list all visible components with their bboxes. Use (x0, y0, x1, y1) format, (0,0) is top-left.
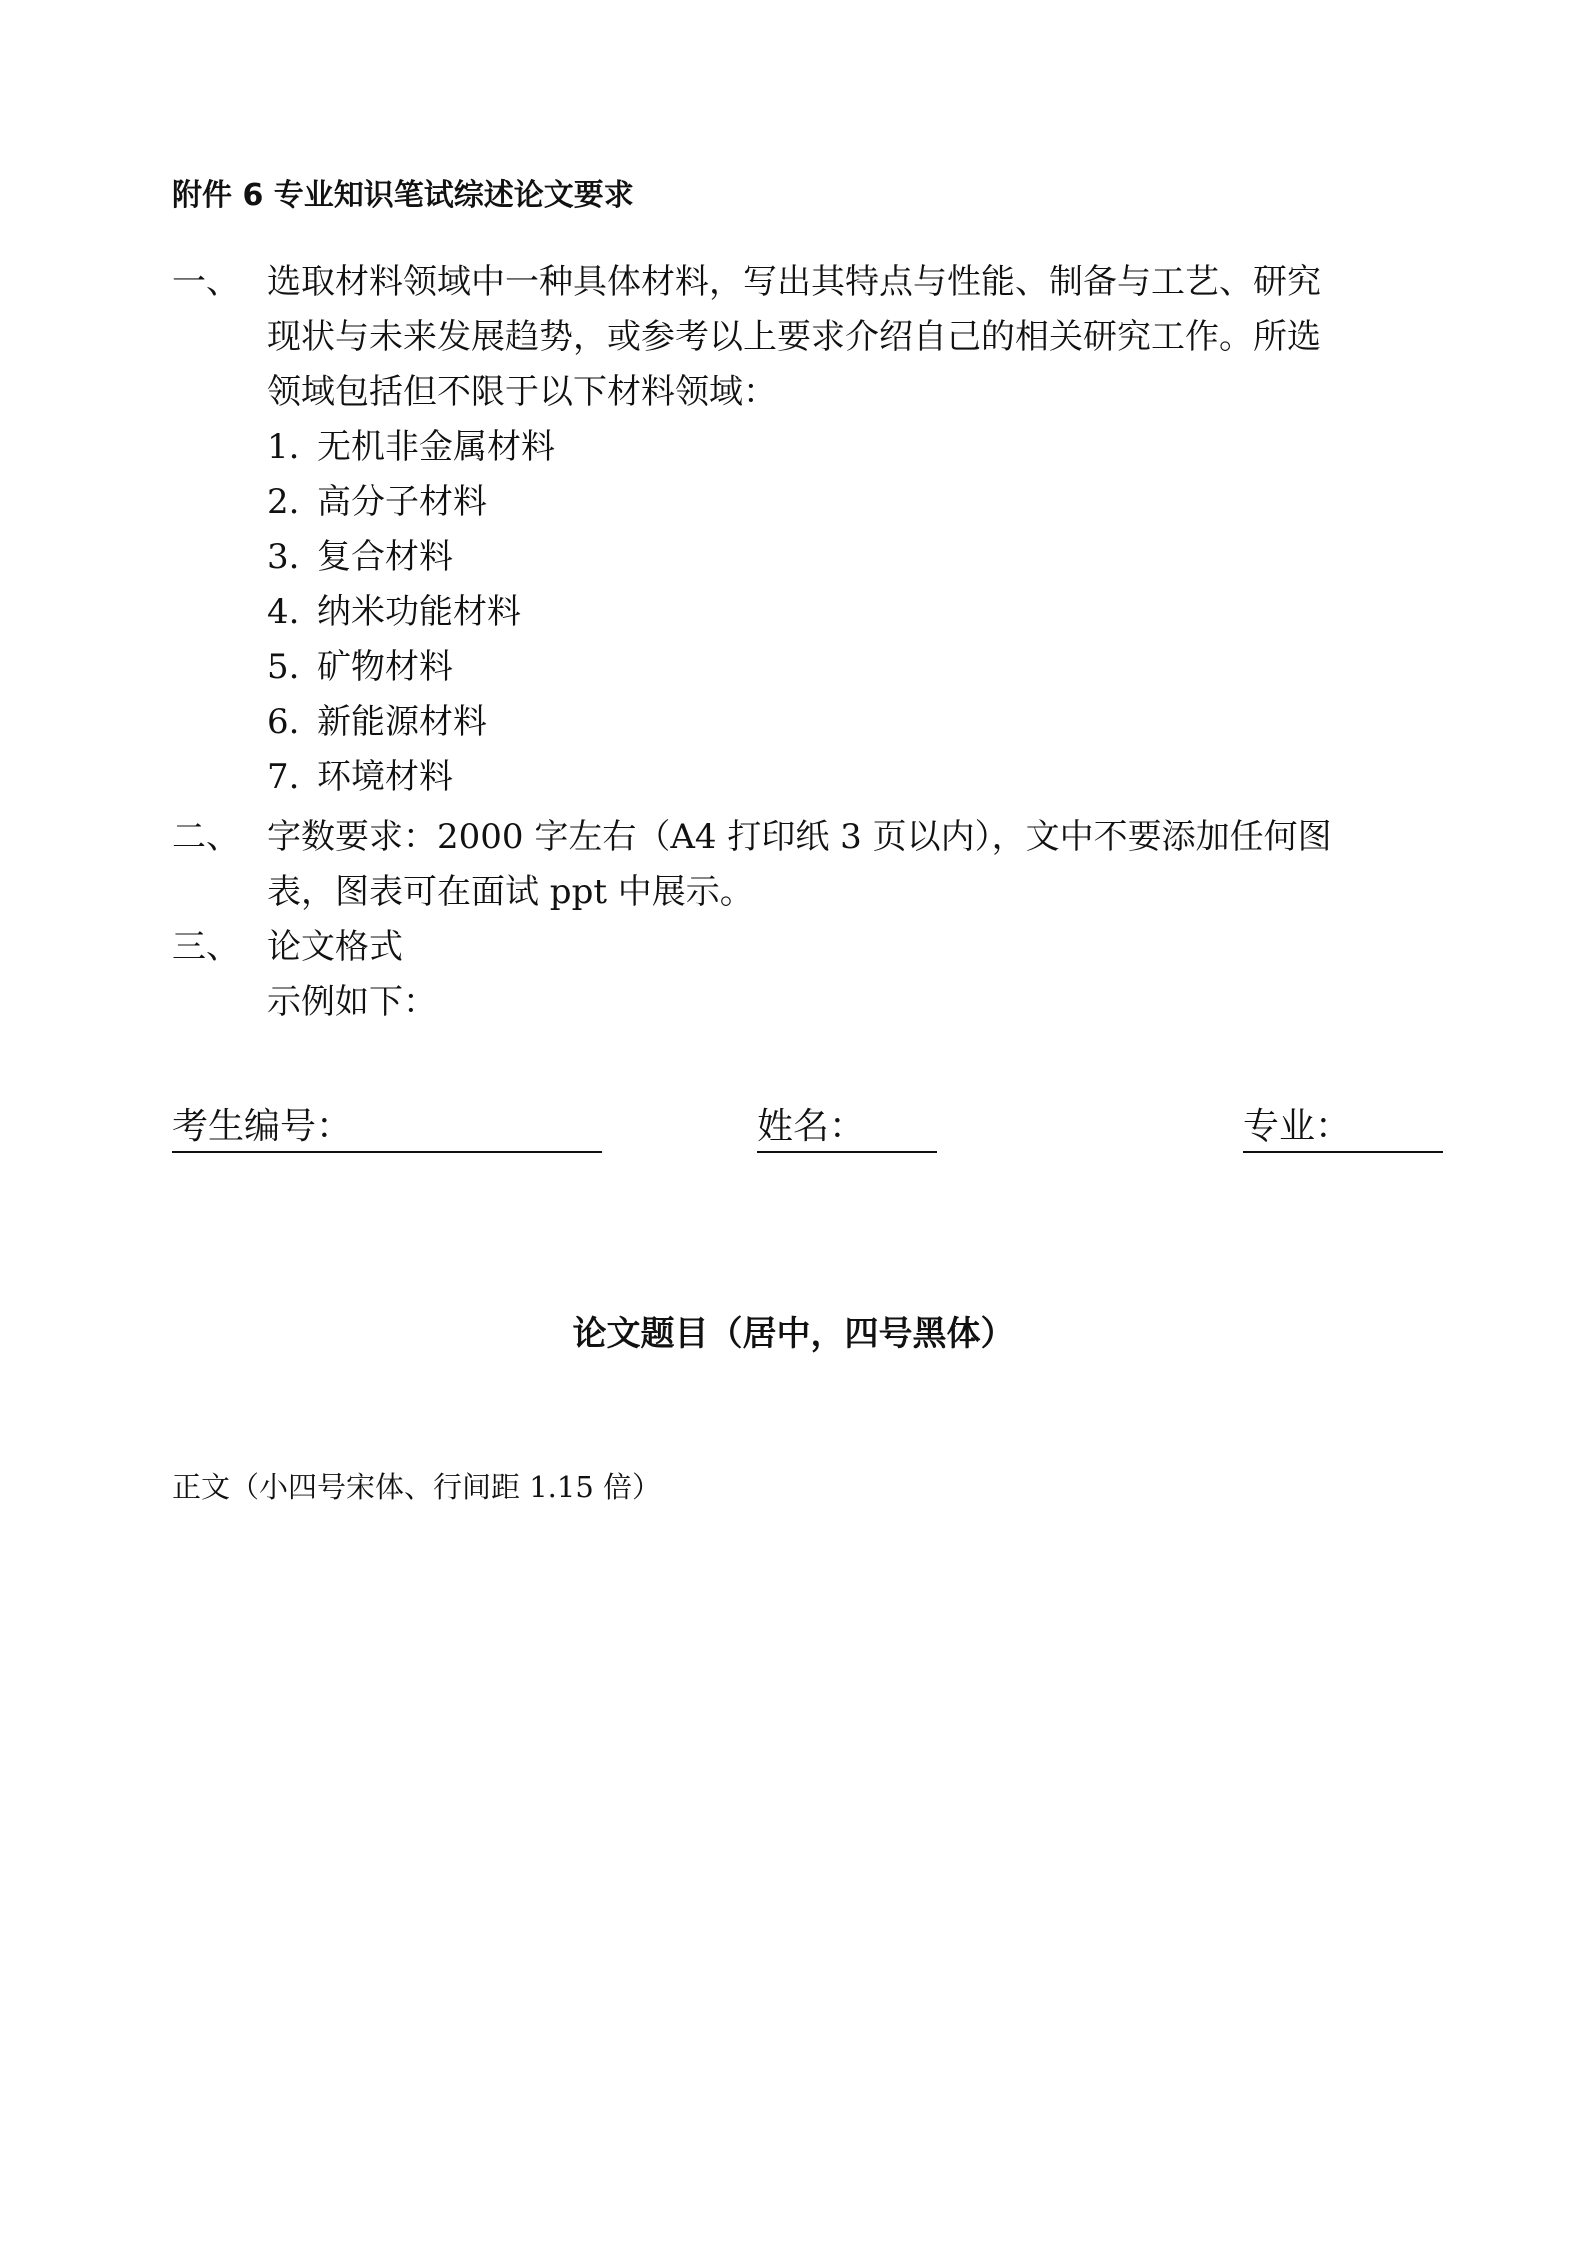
candidate-number-label: 考生编号： (172, 1106, 353, 1147)
list-item-number: 3. (267, 537, 300, 577)
section-1 (172, 255, 1442, 805)
list-item-label: 无机非金属材料 (317, 427, 555, 467)
section-2-text (267, 810, 1442, 920)
candidate-number-field (172, 1103, 602, 1153)
list-item (267, 585, 1442, 640)
section-3-marker: 三、 (172, 927, 240, 967)
list-item-number: 1. (267, 427, 300, 467)
material-field-list (267, 420, 1442, 805)
list-item-number: 6. (267, 702, 300, 742)
list-item-label: 新能源材料 (317, 702, 487, 742)
list-item (267, 640, 1442, 695)
list-item-label: 复合材料 (317, 537, 453, 577)
section-2-line: 表，图表可在面试 ppt 中展示。 (267, 872, 754, 912)
section-1-text (267, 255, 1442, 420)
list-item (267, 750, 1442, 805)
list-item-number: 5. (267, 647, 300, 687)
section-3 (172, 920, 1442, 1030)
section-3-line: 论文格式 (267, 927, 403, 967)
major-field (1243, 1103, 1443, 1153)
list-item-number: 2. (267, 482, 300, 522)
section-1-line: 选取材料领域中一种具体材料，写出其特点与性能、制备与工艺、研究 (267, 262, 1321, 302)
section-2-line: 字数要求：2000 字左右（A4 打印纸 3 页以内），文中不要添加任何图 (267, 817, 1332, 857)
section-2 (172, 810, 1442, 920)
list-item-number: 7. (267, 757, 300, 797)
section-1-line: 领域包括但不限于以下材料领域： (267, 372, 777, 412)
example-info-row (0, 1103, 1587, 1158)
list-item-number: 4. (267, 592, 300, 632)
list-item (267, 420, 1442, 475)
section-1-marker: 一、 (172, 262, 240, 302)
section-1-line: 现状与未来发展趋势，或参考以上要求介绍自己的相关研究工作。所选 (267, 317, 1321, 357)
example-body-note: 正文（小四号宋体、行间距 1.15 倍） (172, 1470, 662, 1504)
example-thesis-title: 论文题目（居中，四号黑体） (572, 1314, 1015, 1354)
name-label: 姓名： (757, 1106, 866, 1147)
page-title: 附件 6 专业知识笔试综述论文要求 (172, 178, 634, 213)
list-item-label: 矿物材料 (317, 647, 453, 687)
major-label: 专业： (1243, 1106, 1352, 1147)
list-item-label: 环境材料 (317, 757, 453, 797)
section-2-marker: 二、 (172, 817, 240, 857)
list-item-label: 高分子材料 (317, 482, 487, 522)
name-field (757, 1103, 937, 1153)
list-item-label: 纳米功能材料 (317, 592, 521, 632)
list-item (267, 530, 1442, 585)
list-item (267, 475, 1442, 530)
section-3-text (267, 920, 1442, 1030)
section-3-line: 示例如下： (267, 982, 437, 1022)
list-item (267, 695, 1442, 750)
